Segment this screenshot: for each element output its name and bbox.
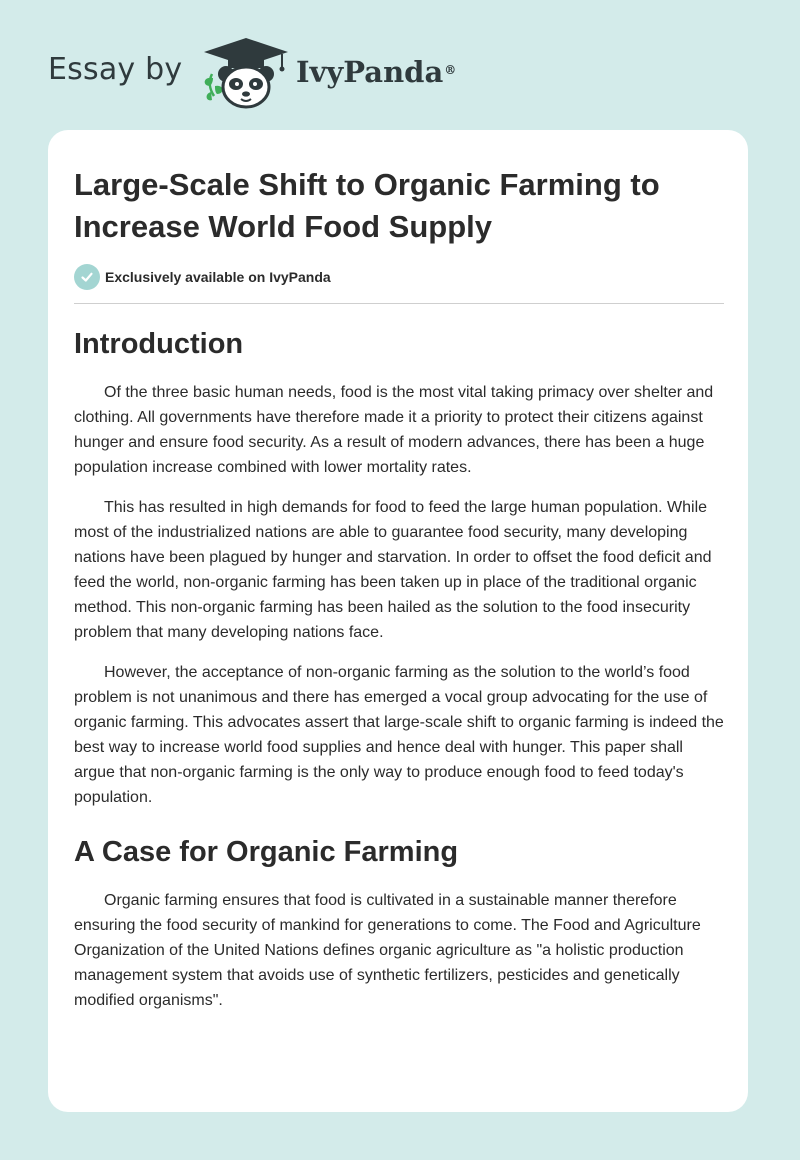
- badge-text: Exclusively available on IvyPanda: [105, 269, 331, 285]
- divider: [74, 303, 724, 304]
- page-title: Large-Scale Shift to Organic Farming to Increase World Food Supply: [74, 167, 660, 244]
- paragraph: This has resulted in high demands for food to feed the large human population. While most of the industrialized nations are able to guarantee food security, many developing nations have been plagued by hunger and starvation. In order to offset the food deficit and feed the world, non-organic farming has been taken up in place of the traditional organic method. This non-organic farming has been hailed as the solution to the food insecurity problem that many developing nations face.: [74, 499, 712, 641]
- section-heading-case-for-organic-farming: A Case for Organic Farming: [74, 836, 459, 868]
- paragraph: Organic farming ensures that food is cultivated in a sustainable manner therefore ensuring the food security of mankind for generations to come. The Food and Agriculture Organization of the United Nations defines organic agriculture as "a holistic production management system that avoids use of synthetic fertilizers, pesticides and genetically modified organisms".: [74, 892, 701, 1009]
- paragraph: Of the three basic human needs, food is the most vital taking primacy over shelter and clothing. All governments have therefore made it a priority to protect their citizens against hunger and ensure food security. As a result of modern advances, there has been a huge population increase combined with lower mortality rates.: [74, 384, 714, 476]
- essay-card: [48, 130, 748, 1112]
- check-circle-icon: [74, 264, 100, 290]
- essay-body: [74, 322, 724, 1013]
- section-heading-introduction: Introduction: [74, 328, 244, 360]
- exclusive-badge: [74, 264, 331, 290]
- brand-name: IvyPanda: [296, 55, 444, 89]
- panda-graduate-icon[interactable]: [198, 34, 294, 110]
- registered-mark: ®: [444, 63, 457, 77]
- brand-logo-text[interactable]: [296, 52, 456, 92]
- site-header: [0, 0, 800, 130]
- essay-by-label: Essay by: [48, 52, 183, 87]
- paragraph: However, the acceptance of non-organic farming as the solution to the world’s food problem is not unanimous and there has emerged a vocal group advocating for the use of organic farming. This advocates assert that large-scale shift to organic farming is indeed the best way to increase world food supplies and hence deal with hunger. This paper shall argue that non-organic farming is the only way to produce enough food to feed today's population.: [74, 664, 724, 806]
